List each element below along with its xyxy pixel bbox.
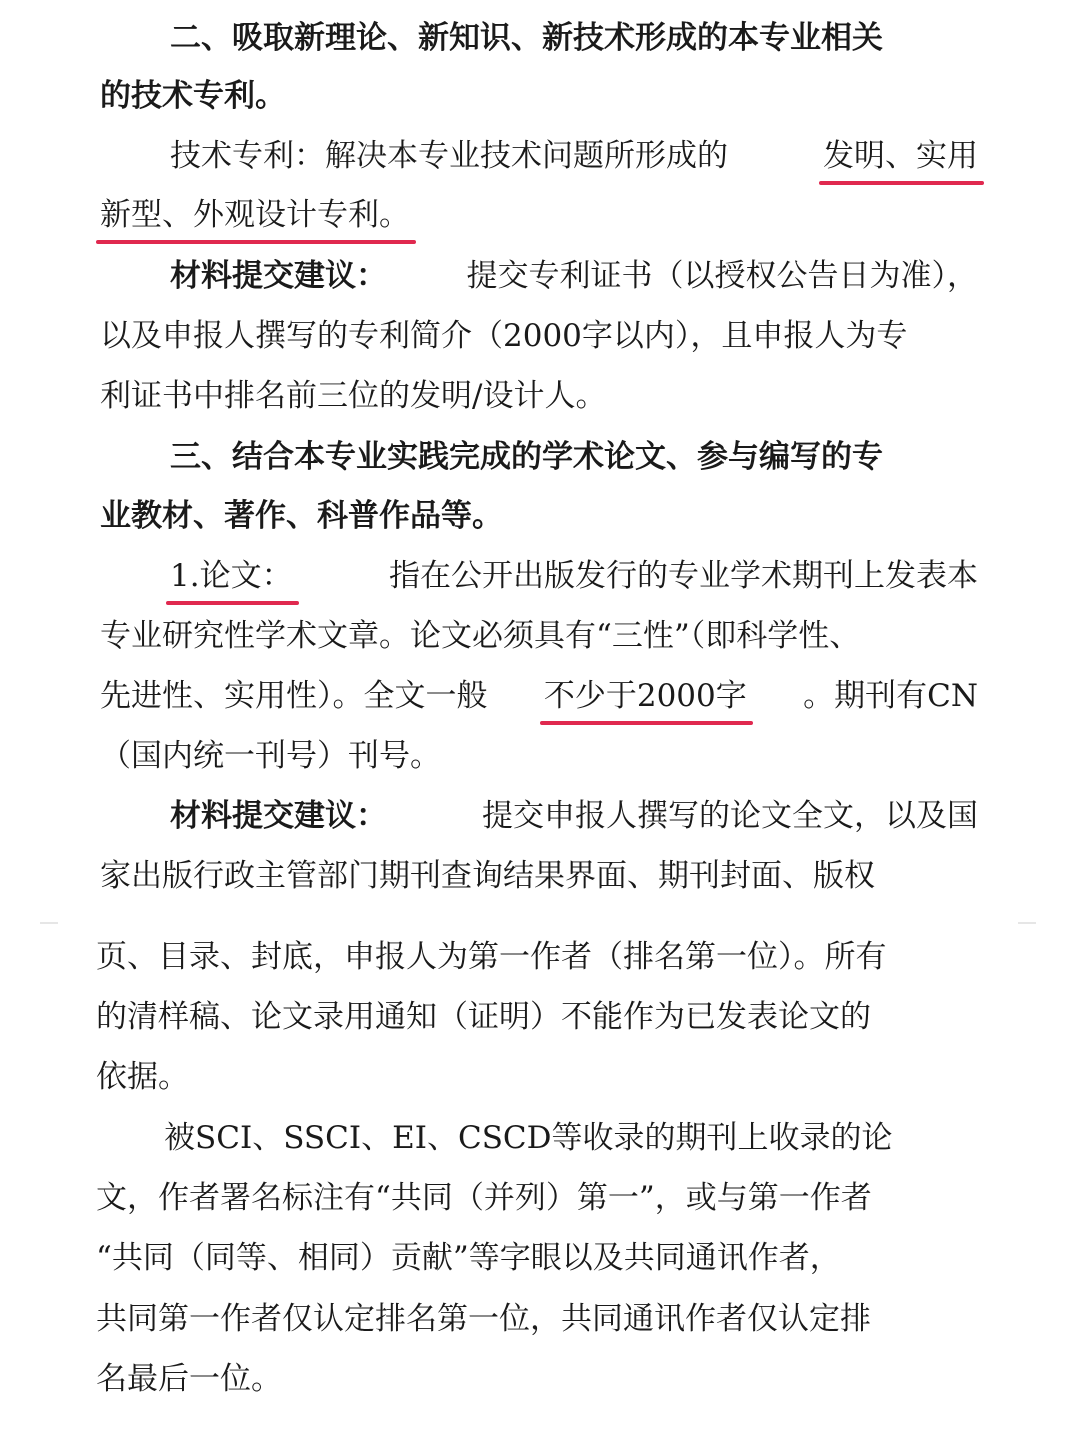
section3-heading-line1: 三、结合本专业实践完成的学术论文、参与编写的专 (170, 439, 883, 475)
patent-definition-text: 技术专利：解决本专业技术问题所形成的 (170, 138, 728, 174)
patent-material-line2: 以及申报人撰写的专利简介（2000字以内），且申报人为专 (100, 318, 908, 354)
paper-material-label: 材料提交建议： (170, 798, 387, 834)
paper-line3-after: 。期刊有CN (803, 678, 978, 714)
paper-definition-line3 (100, 676, 978, 716)
patent-types-highlight-part1: 发明、实用 (823, 138, 978, 174)
sci-line2: 文，作者署名标注有“共同（并列）第一”，或与第一作者 (96, 1180, 872, 1216)
sci-line3: “共同（同等、相同）贡献”等字眼以及共同通讯作者， (96, 1240, 841, 1276)
page-break-mark-right (1018, 922, 1036, 924)
section2-heading-line2: 的技术专利。 (100, 78, 286, 114)
paper-definition-line1 (170, 556, 978, 596)
paper-definition-line4: （国内统一刊号）刊号。 (100, 738, 441, 774)
paper-definition-line2: 专业研究性学术文章。论文必须具有“三性”（即科学性、 (100, 618, 861, 654)
paper-material-line1 (170, 796, 978, 836)
patent-definition-line1 (170, 136, 978, 176)
patent-types-highlight-part2: 新型、外观设计专利。 (100, 197, 410, 233)
patent-material-label: 材料提交建议： (170, 258, 387, 294)
patent-definition-line2 (100, 195, 978, 235)
word-count-highlight: 不少于2000字 (543, 678, 747, 714)
patent-material-line3: 利证书中排名前三位的发明/设计人。 (100, 378, 607, 414)
sci-line5: 名最后一位。 (96, 1361, 282, 1397)
paper-definition-text: 指在公开出版发行的专业学术期刊上发表本 (389, 558, 978, 594)
paper-material-line5: 依据。 (96, 1059, 189, 1095)
paper-material-text: 提交申报人撰写的论文全文，以及国 (482, 798, 978, 834)
paper-material-line3: 页、目录、封底，申报人为第一作者（排名第一位）。所有 (96, 939, 887, 975)
section3-heading-line2: 业教材、著作、科普作品等。 (100, 498, 503, 534)
sci-line1: 被SCI、SSCI、EI、CSCD等收录的期刊上收录的论 (164, 1120, 893, 1156)
patent-material-text: 提交专利证书（以授权公告日为准）， (466, 258, 978, 294)
section2-heading-line1: 二、吸取新理论、新知识、新技术形成的本专业相关 (170, 20, 883, 56)
sci-line4: 共同第一作者仅认定排名第一位，共同通讯作者仅认定排 (96, 1301, 871, 1337)
patent-material-line1 (170, 256, 978, 296)
page-break-mark-left (40, 922, 58, 924)
paper-material-line4: 的清样稿、论文录用通知（证明）不能作为已发表论文的 (96, 999, 871, 1035)
paper-line3-before: 先进性、实用性）。全文一般 (100, 678, 488, 714)
paper-material-line2: 家出版行政主管部门期刊查询结果界面、期刊封面、版权 (100, 858, 875, 894)
paper-label-highlight: 1.论文： (170, 558, 293, 594)
